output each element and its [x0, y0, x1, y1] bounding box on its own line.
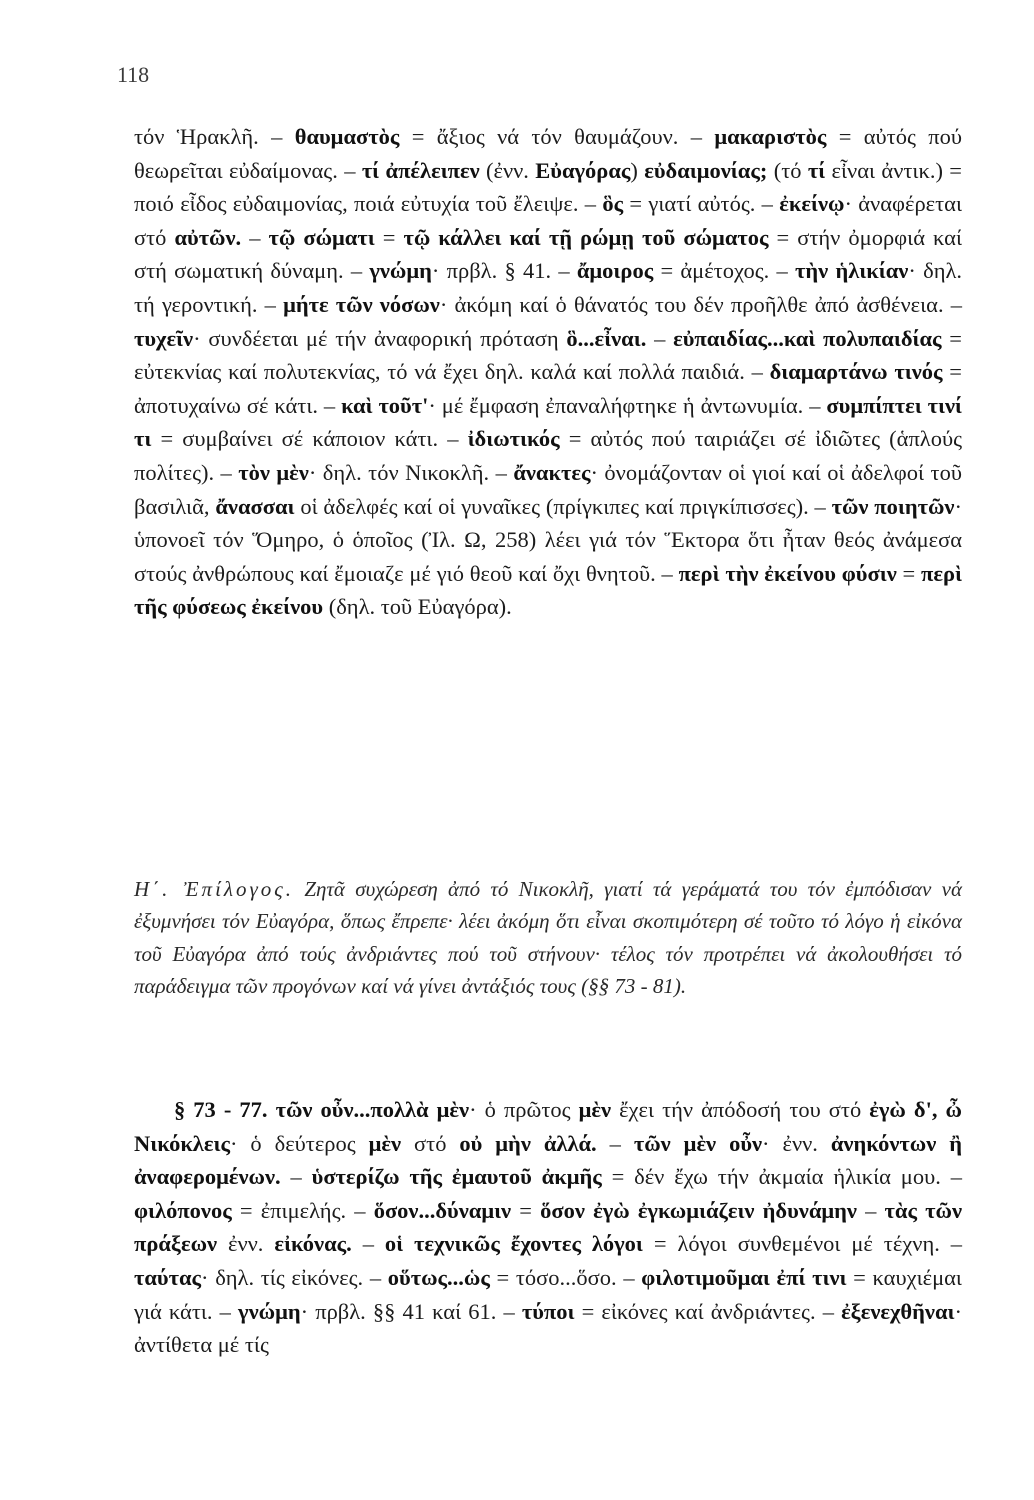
commentary-paragraph: [134, 120, 962, 624]
lemma-term: εὐπαιδίας...καὶ πολυπαιδίας: [673, 325, 942, 351]
lemma-term: φιλόπονος: [134, 1197, 232, 1223]
gloss-text: = στήν ὀμορφιά καί στή σωματική δύναμη. –: [134, 224, 963, 284]
lemma-term: καὶ τοῦτ': [341, 392, 429, 418]
gloss-text: στό: [401, 1130, 460, 1156]
gloss-text: = δέν ἔχω τήν ἀκμαία ἡλικία μου. –: [601, 1164, 962, 1190]
lemma-term: συμπίπτει τινί τι: [134, 392, 962, 452]
lemma-term: γνώμη: [238, 1298, 301, 1324]
lemma-term: γνώμη: [369, 258, 432, 284]
gloss-text: οἱ ἀδελφές καί οἱ γυναῖκες (πρίγκιπες καί πριγκίπισσες). –: [294, 493, 832, 519]
lemma-term: μὲν: [578, 1097, 612, 1122]
gloss-text: =: [896, 560, 922, 586]
lemma-term: τῷ σώματι: [268, 224, 375, 250]
lemma-term: Εὐαγόρας: [535, 157, 631, 183]
gloss-text: ἐνν.: [217, 1231, 275, 1257]
lemma-term: εἰκόνας.: [274, 1231, 352, 1257]
lemma-term: ἐξενεχθῆναι: [841, 1298, 955, 1324]
gloss-text: · μέ ἔμφαση ἐπαναλήφτηκε ἡ ἀντωνυμία. –: [428, 392, 827, 418]
lemma-term: ὃς: [602, 191, 624, 217]
lemma-term: τυχεῖν: [134, 325, 194, 351]
gloss-text: · δηλ. τή γεροντική. –: [134, 258, 962, 317]
gloss-text: = εὐτεκνίας καί πολυτεκνίας, τό νά ἔχει δηλ. καλά καί πολλά παιδιά. –: [134, 325, 962, 385]
lemma-term: μακαριστὸς: [714, 124, 827, 149]
gloss-text: = ἀμέτοχος. –: [653, 258, 795, 284]
epilogue-body: Ζητᾶ συχώρεση ἀπό τό Νικοκλῆ, γιατί τά γεράματά του τόν ἐμπόδισαν νά ἐξυμνήσει τόν Εὐαγόρα, ὅπως ἔπρεπε· λέει ἀκόμη ὅτι εἶναι σκοπιμότερη σέ τοῦτο τό λόγο ἡ εἰκόνα τοῦ Εὐαγόρα ἀπό τούς ἀνδριάντες πού τοῦ στήνουν· τέλος τόν προτρέπει νά ἀκολουθήσει τό παράδειγμα τῶν προγόνων καί νά γίνει ἀντάξιός τους (§§ 73 - 81).: [134, 877, 962, 999]
epilogue-paragraph: [134, 873, 962, 1003]
lemma-term: τὴν ἡλικίαν: [795, 258, 909, 284]
lemma-term: ταύτας: [134, 1264, 202, 1290]
gloss-text: εἶναι ἀντικ.) = ποιό εἶδος εὐδαιμονίας, ποιά εὐτυχία τοῦ ἔλειψε. –: [134, 157, 962, 217]
gloss-text: · ἀντίθετα μέ τίς: [134, 1298, 962, 1358]
gloss-text: –: [646, 325, 674, 351]
section-73-77-paragraph: [134, 1093, 962, 1362]
gloss-text: · πρβλ. §§ 41 καί 61. –: [300, 1298, 522, 1324]
gloss-text: · δηλ. τόν Νικοκλῆ. –: [308, 459, 514, 485]
gloss-text: · ὑπονοεῖ τόν Ὅμηρο, ὁ ὁποῖος (Ἰλ. Ω, 258) λέει γιά τόν Ἕκτορα ὅτι ἦταν θεός ἀνάμεσα στούς ἀνθρώπους καί ἔμοιαζε μέ γιό θεοῦ καί ὄχι θνητοῦ. –: [134, 493, 962, 586]
lemma-term: τῷ κάλλει καί τῇ ρώμῃ τοῦ σώματος: [403, 224, 769, 250]
gloss-text: = ἐπιμελής. –: [231, 1197, 374, 1223]
lemma-term: ἄνακτες: [513, 459, 591, 485]
gloss-text: · ἀκόμη καί ὁ θάνατός του δέν προῆλθε ἀπό ἀσθένεια. –: [439, 291, 962, 317]
gloss-text: = αὐτός πού θεωρεῖται εὐδαίμονας. –: [134, 124, 962, 183]
lemma-term: ἀνηκόντων ἢ ἀναφερομένων.: [134, 1130, 963, 1190]
lemma-term: περὶ τῆς φύσεως ἐκείνου: [134, 560, 962, 620]
lemma-term: ὅσον ἐγὼ ἐγκωμιάζειν ἠδυνάμην: [540, 1197, 857, 1223]
lemma-term: § 73 - 77. τῶν οὖν...πολλὰ μὲν: [174, 1097, 470, 1122]
gloss-text: (δηλ. τοῦ Εὐαγόρα).: [323, 594, 512, 620]
lemma-term: οἱ τεχνικῶς ἔχοντες λόγοι: [384, 1231, 643, 1257]
lemma-term: διαμαρτάνω τινός: [769, 359, 943, 385]
gloss-text: ): [630, 157, 645, 183]
gloss-text: (τό: [767, 157, 808, 183]
gloss-text: = εἰκόνες καί ἀνδριάντες. –: [574, 1298, 842, 1324]
lemma-term: φιλοτιμοῦμαι ἐπί τινι: [641, 1264, 847, 1290]
lemma-term: τὸν μὲν: [238, 459, 309, 485]
lemma-term: ἐκείνῳ: [779, 191, 845, 217]
gloss-text: · ὁ πρῶτος: [469, 1097, 579, 1122]
epilogue-heading: Η΄. Ἐπίλογος.: [134, 877, 295, 901]
page-number: 118: [117, 62, 150, 87]
lemma-term: τί: [807, 157, 826, 183]
lemma-term: τύποι: [521, 1298, 575, 1324]
lemma-term: ὃ...εἶναι.: [566, 325, 647, 351]
lemma-term: ὑστερίζω τῆς ἐμαυτοῦ ἀκμῆς: [311, 1164, 602, 1190]
lemma-term: τῶν μὲν οὖν: [633, 1130, 763, 1156]
lemma-term: ἄμοιρος: [576, 258, 654, 284]
gloss-text: (ἐνν.: [479, 157, 536, 183]
gloss-text: = καυχιέμαι γιά κάτι. –: [134, 1264, 962, 1324]
gloss-text: =: [511, 1197, 541, 1223]
gloss-text: = ἀποτυχαίνω σέ κάτι. –: [134, 359, 962, 418]
lemma-term: ἐγὼ δ', ὦ Νικόκλεις: [134, 1097, 962, 1156]
gloss-text: = ἄξιος νά τόν θαυμάζουν. –: [399, 124, 715, 149]
gloss-text: · πρβλ. § 41. –: [431, 258, 577, 284]
gloss-text: = αὐτός πού ταιριάζει σέ ἰδιῶτες (ἁπλούς πολίτες). –: [134, 426, 963, 485]
gloss-text: = γιατί αὐτός. –: [623, 191, 780, 217]
gloss-text: · δηλ. τίς εἰκόνες. –: [201, 1264, 388, 1290]
gloss-text: · ὀνομάζονταν οἱ γιοί καί οἱ ἀδελφοί τοῦ βασιλιᾶ,: [134, 459, 962, 519]
lemma-term: ὅσον...δύναμιν: [373, 1197, 512, 1223]
lemma-term: οὕτως...ὡς: [387, 1264, 490, 1290]
lemma-term: μὲν: [368, 1130, 402, 1156]
lemma-term: εὐδαιμονίας;: [644, 157, 768, 183]
gloss-text: –: [856, 1197, 885, 1223]
gloss-text: –: [351, 1231, 385, 1257]
lemma-term: θαυμαστὸς: [294, 124, 400, 149]
lemma-term: ἄνασσαι: [215, 493, 295, 519]
lemma-term: αὐτῶν.: [174, 224, 242, 250]
gloss-text: · ὁ δεύτερος: [229, 1130, 369, 1156]
gloss-text: –: [280, 1164, 312, 1190]
lemma-term: περὶ τὴν ἐκείνου φύσιν: [678, 560, 897, 586]
lemma-term: τὰς τῶν πράξεων: [134, 1197, 962, 1257]
gloss-text: –: [241, 224, 269, 250]
gloss-text: · συνδέεται μέ τήν ἀναφορική πρόταση: [193, 325, 567, 351]
lemma-term: οὐ μὴν ἀλλά.: [459, 1130, 597, 1156]
lemma-term: τῶν ποιητῶν: [831, 493, 955, 519]
gloss-text: = τόσο...ὅσο. –: [489, 1264, 642, 1290]
gloss-text: –: [596, 1130, 634, 1156]
gloss-text: = συμβαίνει σέ κάποιον κάτι. –: [151, 426, 468, 452]
lemma-term: μήτε τῶν νόσων: [283, 291, 440, 317]
gloss-text: =: [374, 224, 404, 250]
gloss-text: · ἀναφέρεται στό: [134, 191, 963, 250]
gloss-text: · ἐνν.: [762, 1130, 831, 1156]
gloss-text: τόν Ἡρακλῆ. –: [134, 124, 295, 149]
gloss-text: = λόγοι συνθεμένοι μέ τέχνη. –: [642, 1231, 963, 1257]
gloss-text: ἔχει τήν ἀπόδοσή του στό: [611, 1097, 870, 1122]
lemma-term: ἰδιωτικός: [467, 426, 560, 452]
lemma-term: τί ἀπέλειπεν: [361, 157, 480, 183]
